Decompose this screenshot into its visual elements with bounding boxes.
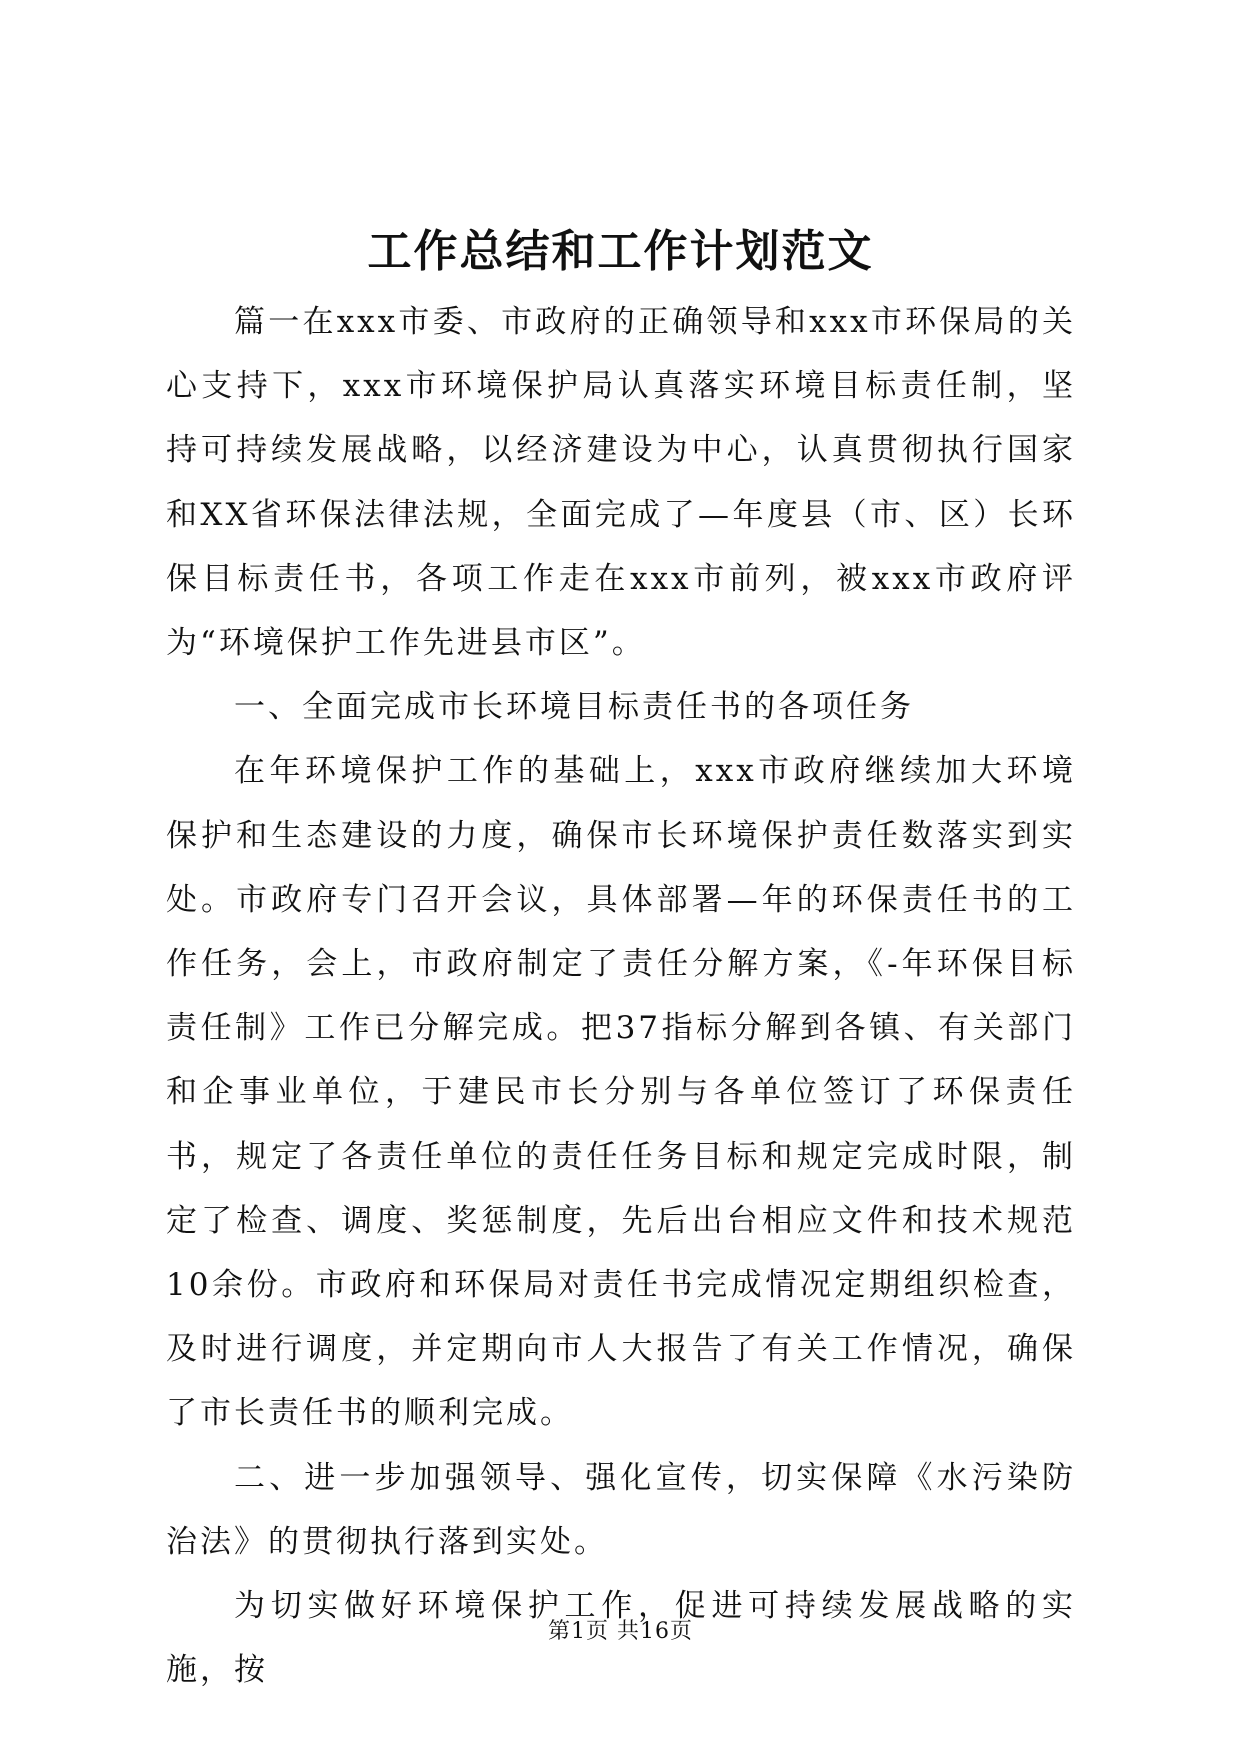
document-title: 工作总结和工作计划范文 — [367, 226, 874, 277]
paragraph-intro: 篇一在xxx市委、市政府的正确领导和xxx市环保局的关心支持下，xxx市环境保护局认真落实环境目标责任制，坚持可持续发展战略，以经济建设为中心，认真贯彻执行国家和XX省环保法律法规，全面完成了—年度县（市、区）长环保目标责任书，各项工作走在xxx市前列，被xxx市政府评为“环境保护工作先进县市区”。 — [166, 304, 1076, 662]
section-heading-1: 一、全面完成市长环境目标责任书的各项任务 — [234, 689, 914, 726]
paragraph-section-2: 为切实做好环境保护工作，促进可持续发展战略的实施，按 — [166, 1588, 1076, 1689]
document-body — [166, 290, 1076, 1702]
page-number-footer: 第1页 共16页 — [548, 1619, 693, 1644]
paragraph-section-1: 在年环境保护工作的基础上，xxx市政府继续加大环境保护和生态建设的力度，确保市长环境保护责任数落实到实处。市政府专门召开会议，具体部署—年的环保责任书的工作任务，会上，市政府制定了责任分解方案，《-年环保目标责任制》工作已分解完成。把37指标分解到各镇、有关部门和企事业单位，于建民市长分别与各单位签订了环保责任书，规定了各责任单位的责任任务目标和规定完成时限，制定了检查、调度、奖惩制度，先后出台相应文件和技术规范10余份。市政府和环保局对责任书完成情况定期组织检查，及时进行调度，并定期向市人大报告了有关工作情况，确保了市长责任书的顺利完成。 — [166, 753, 1076, 1432]
section-heading-2: 二、进一步加强领导、强化宣传，切实保障《水污染防治法》的贯彻执行落到实处。 — [166, 1459, 1076, 1560]
